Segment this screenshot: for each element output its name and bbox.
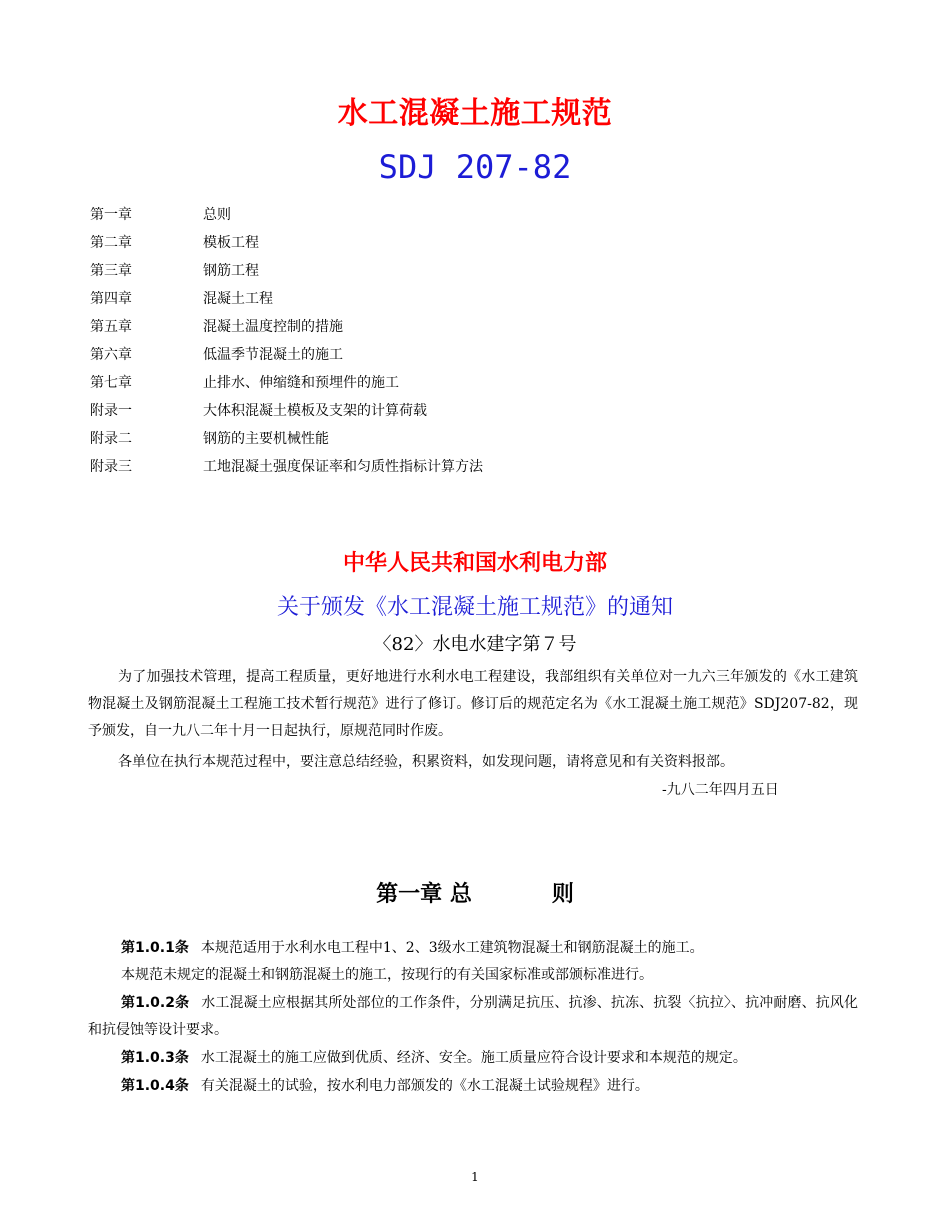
toc-label: 第三章 — [90, 263, 132, 279]
article — [88, 935, 858, 962]
notice-date: -九八二年四月五日 — [662, 782, 779, 798]
article — [88, 1045, 858, 1072]
chapter-heading-left: 第一章 总 — [376, 882, 472, 907]
notice-paragraph: 各单位在执行本规范过程中，要注意总结经验，积累资料，如发现问题，请将意见和有关资料报部。 — [118, 754, 734, 770]
notice-organization: 中华人民共和国水利电力部 — [342, 551, 607, 576]
toc-label: 第七章 — [90, 375, 132, 391]
toc-item — [90, 260, 690, 288]
document-title: 水工混凝土施工规范 — [337, 96, 613, 131]
toc-item — [90, 204, 690, 232]
toc-label: 附录一 — [90, 403, 132, 419]
article-continuation: 本规范未规定的混凝土和钢筋混凝土的施工，按现行的有关国家标准或部颁标准进行。 — [121, 967, 653, 983]
toc-item — [90, 456, 690, 484]
toc-label: 第二章 — [90, 235, 132, 251]
table-of-contents — [90, 204, 690, 484]
toc-item — [90, 232, 690, 260]
article-number: 第1.0.2条 — [121, 995, 190, 1011]
toc-label: 第六章 — [90, 347, 132, 363]
toc-title: 模板工程 — [203, 235, 259, 251]
toc-label: 第四章 — [90, 291, 132, 307]
article-number: 第1.0.3条 — [121, 1050, 189, 1066]
toc-title: 总则 — [203, 207, 231, 223]
article-text: 水工混凝土的施工应做到优质、经济、安全。施工质量应符合设计要求和本规范的规定。 — [200, 1050, 747, 1066]
toc-label: 附录三 — [90, 459, 132, 475]
toc-title: 工地混凝土强度保证率和匀质性指标计算方法 — [203, 459, 483, 475]
toc-item — [90, 400, 690, 428]
toc-title: 钢筋的主要机械性能 — [203, 431, 329, 447]
toc-title: 钢筋工程 — [203, 263, 259, 279]
article — [88, 1073, 858, 1100]
toc-item — [90, 428, 690, 456]
toc-title: 混凝土温度控制的措施 — [203, 319, 343, 335]
toc-item — [90, 316, 690, 344]
article-text: 水工混凝土应根据其所处部位的工作条件，分别满足抗压、抗渗、抗冻、抗裂〈抗拉〉、抗冲耐磨、抗风化和抗侵蚀等设计要求。 — [88, 995, 858, 1038]
toc-item — [90, 288, 690, 316]
toc-title: 混凝土工程 — [203, 291, 273, 307]
article-number: 第1.0.1条 — [121, 940, 189, 956]
toc-item — [90, 372, 690, 400]
article-text: 有关混凝土的试验，按水利电力部颁发的《水工混凝土试验规程》进行。 — [200, 1078, 649, 1094]
article-number: 第1.0.4条 — [121, 1078, 189, 1094]
article-text: 本规范适用于水利水电工程中1、2、3级水工建筑物混凝土和钢筋混凝土的施工。 — [200, 940, 704, 956]
notice-title: 关于颁发《水工混凝土施工规范》的通知 — [276, 595, 673, 620]
toc-label: 附录二 — [90, 431, 132, 447]
toc-label: 第一章 — [90, 207, 132, 223]
toc-title: 低温季节混凝土的施工 — [203, 347, 343, 363]
notice-paragraph: 为了加强技术管理，提高工程质量，更好地进行水利水电工程建设，我部组织有关单位对一九六三年颁发的《水工建筑物混凝土及钢筋混凝土工程施工技术暂行规范》进行了修订。修订后的规范定名为《水工混凝土施工规范》SDJ207-82，现予颁发，自一九八二年十月一日起执行，原规范同时作废。 — [88, 669, 858, 739]
toc-label: 第五章 — [90, 319, 132, 335]
page-number: 1 — [471, 1170, 479, 1184]
notice-document-number: 〈82〉水电水建字第７号 — [373, 634, 577, 655]
document-code: SDJ 207-82 — [378, 148, 572, 186]
toc-item — [90, 344, 690, 372]
toc-title: 止排水、伸缩缝和预埋件的施工 — [203, 375, 399, 391]
article — [88, 990, 858, 1044]
toc-title: 大体积混凝土模板及支架的计算荷载 — [203, 403, 427, 419]
chapter-heading — [0, 877, 950, 908]
chapter-heading-right: 则 — [551, 882, 574, 907]
